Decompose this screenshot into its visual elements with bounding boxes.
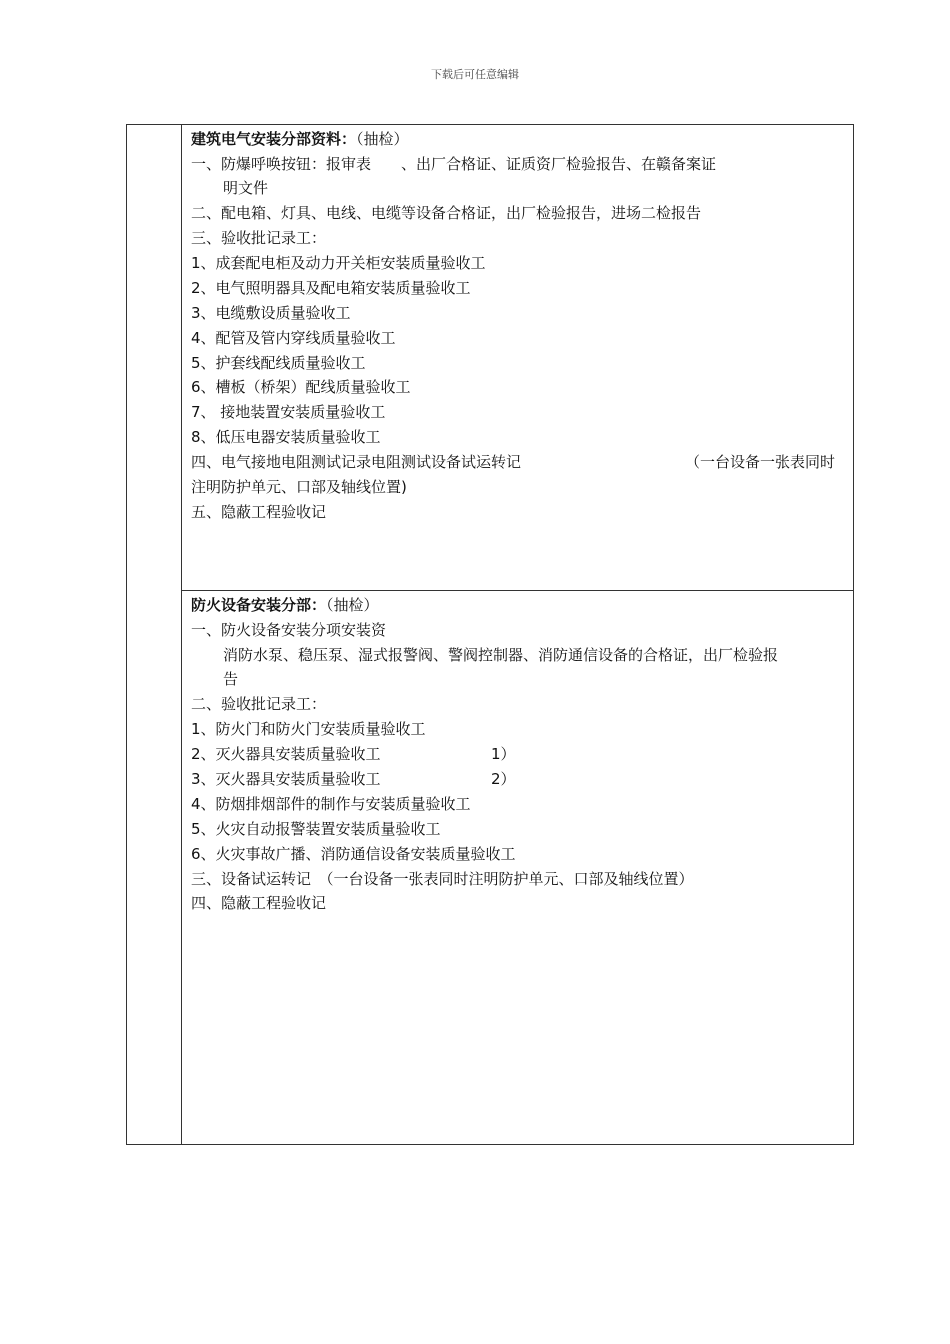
list-item: 5、火灾自动报警装置安装质量验收工	[191, 820, 441, 838]
list-item: 3、灭火器具安装质量验收工	[191, 770, 381, 788]
list-item: 注明防护单元、口部及轴线位置)	[191, 478, 407, 496]
list-item: 一、防爆呼唤按钮：报审表 、出厂合格证、证质资厂检验报告、在赣备案证	[191, 155, 717, 173]
list-item: 三、设备试运转记 （一台设备一张表同时注明防护单元、口部及轴线位置）	[191, 870, 694, 888]
list-item: 1、成套配电柜及动力开关柜安装质量验收工	[191, 254, 486, 272]
list-item-note: （一台设备一张表同时	[685, 453, 836, 471]
list-item: 四、隐蔽工程验收记	[191, 894, 327, 912]
section-title-note: （抽检）	[356, 130, 409, 148]
document-table	[126, 124, 854, 1145]
list-item: 五、隐蔽工程验收记	[191, 503, 327, 521]
list-item: 四、电气接地电阻测试记录电阻测试设备试运转记	[191, 453, 522, 471]
section-title-text: 防火设备安装分部：	[191, 596, 327, 614]
list-item: 6、火灾事故广播、消防通信设备安装质量验收工	[191, 845, 516, 863]
list-item: 4、防烟排烟部件的制作与安装质量验收工	[191, 795, 471, 813]
list-item-note: 1）	[491, 745, 516, 763]
list-item-note: 2）	[491, 770, 516, 788]
list-item: 二、验收批记录工：	[191, 695, 327, 713]
list-item: 3、电缆敷设质量验收工	[191, 304, 351, 322]
list-item: 三、验收批记录工：	[191, 229, 327, 247]
section-title-text: 建筑电气安装分部资料：	[191, 130, 357, 148]
list-item: 告	[223, 670, 239, 688]
page-header: 下载后可任意编辑	[431, 68, 519, 81]
list-item: 2、灭火器具安装质量验收工	[191, 745, 381, 763]
list-item: 2、电气照明器具及配电箱安装质量验收工	[191, 279, 471, 297]
list-item: 8、低压电器安装质量验收工	[191, 428, 381, 446]
list-item: 1、防火门和防火门安装质量验收工	[191, 720, 426, 738]
list-item: 二、配电箱、灯具、电线、电缆等设备合格证，出厂检验报告，进场二检报告	[191, 204, 702, 222]
left-column	[127, 125, 182, 1144]
list-item: 消防水泵、稳压泵、湿式报警阀、警阀控制器、消防通信设备的合格证，出厂检验报	[223, 646, 779, 664]
list-item: 6、槽板（桥架）配线质量验收工	[191, 378, 411, 396]
list-item: 5、护套线配线质量验收工	[191, 354, 366, 372]
section-title-note: （抽检）	[326, 596, 379, 614]
list-item: 明文件	[223, 179, 269, 197]
list-item: 4、配管及管内穿线质量验收工	[191, 329, 396, 347]
section-title	[191, 129, 409, 149]
section-title	[191, 595, 379, 615]
list-item: 一、防火设备安装分项安装资	[191, 621, 387, 639]
section-electrical	[182, 125, 853, 591]
list-item: 7、 接地装置安装质量验收工	[191, 403, 386, 421]
section-fire-equipment	[182, 591, 853, 1144]
